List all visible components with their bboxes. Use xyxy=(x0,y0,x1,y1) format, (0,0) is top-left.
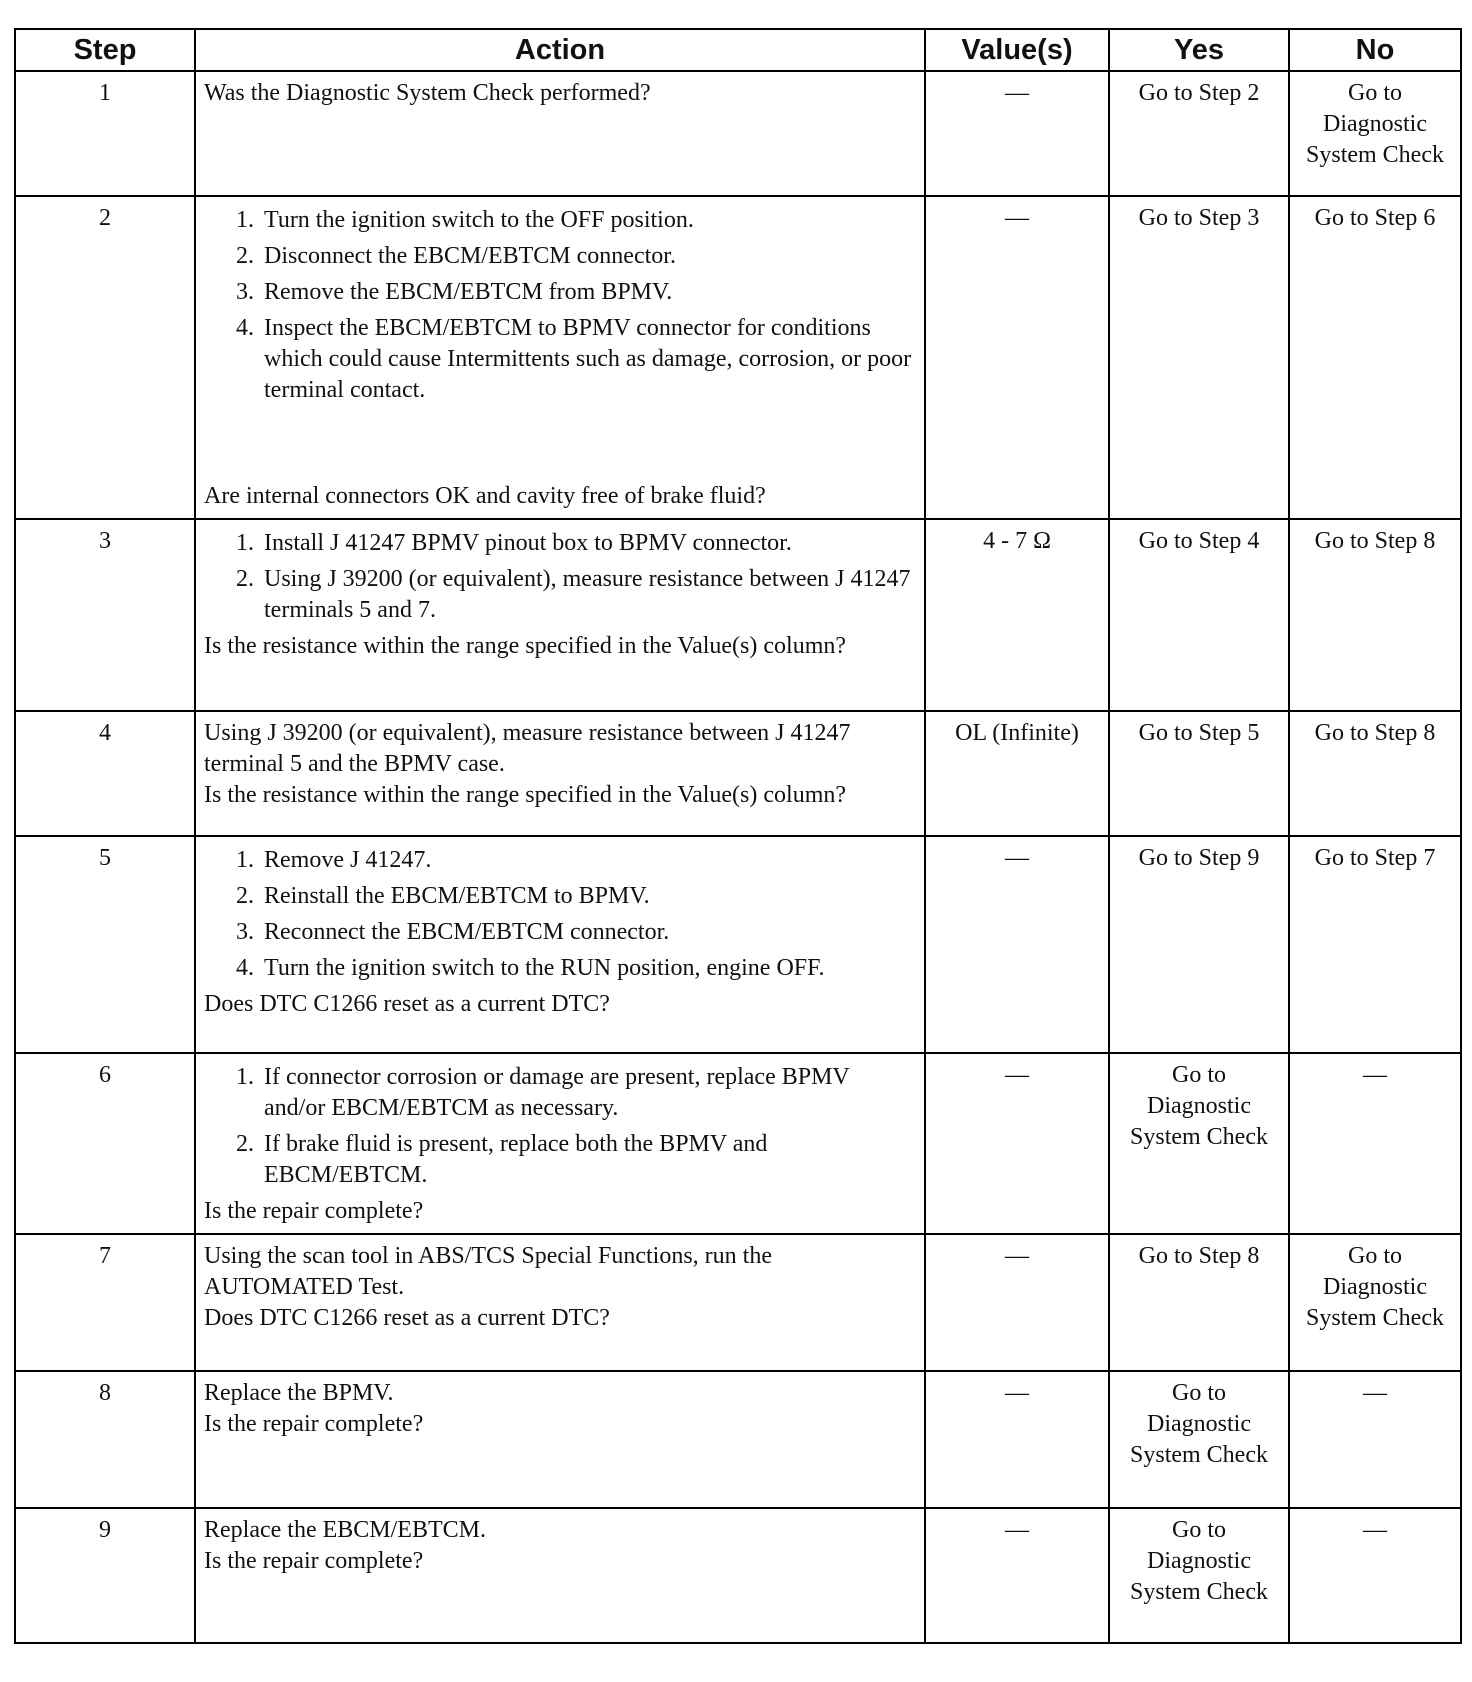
action-list xyxy=(204,528,916,626)
action-question: Is the repair complete? xyxy=(204,1411,424,1437)
table-row xyxy=(15,1508,1461,1643)
action-cell xyxy=(195,711,925,836)
action-question: Are internal connectors OK and cavity free of brake fluid? xyxy=(204,483,766,509)
no-cell: Go to Diagnostic System Check xyxy=(1289,1234,1461,1371)
action-cell xyxy=(195,836,925,1053)
action-list-item: 1. If connector corrosion or damage are present, replace BPMV and/or EBCM/EBTCM as necessary. xyxy=(260,1062,916,1124)
no-cell: Go to Diagnostic System Check xyxy=(1289,71,1461,196)
no-cell: — xyxy=(1289,1508,1461,1643)
value-cell: — xyxy=(925,1508,1109,1643)
action-question: Does DTC C1266 reset as a current DTC? xyxy=(204,1305,610,1331)
yes-cell: Go to Step 3 xyxy=(1109,196,1289,519)
yes-cell: Go to Step 2 xyxy=(1109,71,1289,196)
step-number: 2 xyxy=(15,196,195,519)
step-number: 6 xyxy=(15,1053,195,1234)
action-text: Was the Diagnostic System Check performed? xyxy=(204,80,651,106)
action-question: Does DTC C1266 reset as a current DTC? xyxy=(204,991,610,1017)
header-row xyxy=(15,29,1461,71)
action-list-item: 2. Reinstall the EBCM/EBTCM to BPMV. xyxy=(260,881,916,912)
yes-cell: Go to Step 5 xyxy=(1109,711,1289,836)
action-question: Is the resistance within the range specified in the Value(s) column? xyxy=(204,782,847,808)
header-values: Value(s) xyxy=(925,29,1109,71)
step-number: 5 xyxy=(15,836,195,1053)
table-row xyxy=(15,519,1461,711)
action-text: Replace the BPMV. xyxy=(204,1380,394,1406)
yes-cell: Go to Diagnostic System Check xyxy=(1109,1053,1289,1234)
header-action: Action xyxy=(195,29,925,71)
header-no: No xyxy=(1289,29,1461,71)
step-number: 1 xyxy=(15,71,195,196)
action-cell xyxy=(195,1234,925,1371)
action-question: Is the resistance within the range specified in the Value(s) column? xyxy=(204,633,847,659)
table-row xyxy=(15,711,1461,836)
no-cell: — xyxy=(1289,1371,1461,1508)
action-list-item: 1. Remove J 41247. xyxy=(260,845,916,876)
spacer xyxy=(204,411,916,481)
table-row xyxy=(15,71,1461,196)
value-cell: OL (Infinite) xyxy=(925,711,1109,836)
step-number: 3 xyxy=(15,519,195,711)
no-cell: — xyxy=(1289,1053,1461,1234)
no-cell: Go to Step 6 xyxy=(1289,196,1461,519)
no-cell: Go to Step 8 xyxy=(1289,711,1461,836)
action-list xyxy=(204,1062,916,1191)
value-cell: — xyxy=(925,836,1109,1053)
action-list xyxy=(204,205,916,406)
no-cell: Go to Step 8 xyxy=(1289,519,1461,711)
action-list-item: 1. Install J 41247 BPMV pinout box to BPMV connector. xyxy=(260,528,916,559)
yes-cell: Go to Diagnostic System Check xyxy=(1109,1508,1289,1643)
action-cell xyxy=(195,519,925,711)
action-list-item: 3. Reconnect the EBCM/EBTCM connector. xyxy=(260,917,916,948)
step-number: 8 xyxy=(15,1371,195,1508)
action-cell xyxy=(195,71,925,196)
action-list-item: 2. Disconnect the EBCM/EBTCM connector. xyxy=(260,241,916,272)
action-list-item: 4. Turn the ignition switch to the RUN position, engine OFF. xyxy=(260,953,916,984)
action-question: Is the repair complete? xyxy=(204,1198,424,1224)
action-text: Using J 39200 (or equivalent), measure resistance between J 41247 terminal 5 and the BPMV case. xyxy=(204,720,851,777)
value-cell: — xyxy=(925,1053,1109,1234)
value-cell: — xyxy=(925,71,1109,196)
no-cell: Go to Step 7 xyxy=(1289,836,1461,1053)
action-cell xyxy=(195,1508,925,1643)
yes-cell: Go to Step 4 xyxy=(1109,519,1289,711)
yes-cell: Go to Step 9 xyxy=(1109,836,1289,1053)
table-row xyxy=(15,1234,1461,1371)
table-row xyxy=(15,1371,1461,1508)
action-list-item: 4. Inspect the EBCM/EBTCM to BPMV connector for conditions which could cause Intermittents such as damage, corrosion, or poor terminal contact. xyxy=(260,313,916,406)
action-list-item: 3. Remove the EBCM/EBTCM from BPMV. xyxy=(260,277,916,308)
header-yes: Yes xyxy=(1109,29,1289,71)
diagnostic-table-container xyxy=(14,28,1460,1644)
step-number: 9 xyxy=(15,1508,195,1643)
table-row xyxy=(15,1053,1461,1234)
table-row xyxy=(15,836,1461,1053)
diagnostic-table xyxy=(14,28,1462,1644)
step-number: 4 xyxy=(15,711,195,836)
action-list xyxy=(204,845,916,984)
value-cell: 4 - 7 Ω xyxy=(925,519,1109,711)
action-text: Replace the EBCM/EBTCM. xyxy=(204,1517,486,1543)
action-text: Using the scan tool in ABS/TCS Special Functions, run the AUTOMATED Test. xyxy=(204,1243,772,1300)
yes-cell: Go to Step 8 xyxy=(1109,1234,1289,1371)
header-step: Step xyxy=(15,29,195,71)
step-number: 7 xyxy=(15,1234,195,1371)
value-cell: — xyxy=(925,1371,1109,1508)
action-cell xyxy=(195,1371,925,1508)
table-row xyxy=(15,196,1461,519)
action-list-item: 1. Turn the ignition switch to the OFF position. xyxy=(260,205,916,236)
value-cell: — xyxy=(925,196,1109,519)
action-cell xyxy=(195,196,925,519)
action-list-item: 2. If brake fluid is present, replace both the BPMV and EBCM/EBTCM. xyxy=(260,1129,916,1191)
yes-cell: Go to Diagnostic System Check xyxy=(1109,1371,1289,1508)
action-question: Is the repair complete? xyxy=(204,1548,424,1574)
action-list-item: 2. Using J 39200 (or equivalent), measure resistance between J 41247 terminals 5 and 7. xyxy=(260,564,916,626)
value-cell: — xyxy=(925,1234,1109,1371)
action-cell xyxy=(195,1053,925,1234)
